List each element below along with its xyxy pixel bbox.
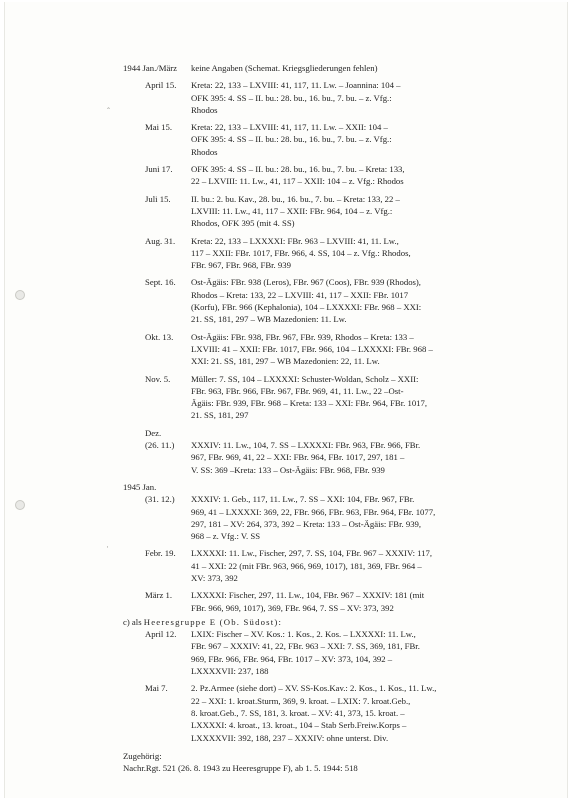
- entry-text: [191, 682, 533, 743]
- entry-line: FBr. 967 – XXXIV: 41, 22, FBr. 963 – XXI: 7. SS, 369, 181, FBr.: [191, 641, 420, 652]
- entry-line: Rhodos – Kreta: 133, 22 – LXVIII: 41, 117 – XXII: FBr. 1017: [191, 289, 409, 300]
- entry-line: FBr. 963, FBr. 966, FBr. 967, FBr. 969, 41, 11. Lw., 22 –Ost-: [191, 385, 404, 396]
- entry-date: März 1.: [145, 590, 173, 601]
- entry-line: XXXIV: 1. Geb., 117, 11. Lw., 7. SS – XXI: 104, FBr. 967, FBr.: [191, 494, 415, 505]
- entry-line: Kreta: 22, 133 – LXXXXI: FBr. 963 – LXVIII: 41, 11. Lw.,: [191, 235, 399, 246]
- entry-line: 22 – XXI: 1. kroat.Sturm, 369, 9. kroat. – LXIX: 7. kroat.Geb.,: [191, 695, 411, 706]
- entry-line: LXVIII: 11. Lw., 41, 117 – XXII: FBr. 964, 104 – z. Vfg.:: [191, 205, 393, 216]
- section-heading-spaced: Heeresgruppe E (Ob. Südost): [143, 616, 279, 627]
- chronology-entry: [123, 235, 533, 272]
- entry-date: April 15.: [145, 80, 177, 91]
- entries-block-1: [123, 62, 533, 614]
- entry-line: 22 – LXVIII: 11. Lw., 41, 117 – XXII: 104 – z. Vfg.: Rhodos: [191, 176, 404, 187]
- entry-text: [191, 79, 533, 116]
- entry-text: [191, 427, 533, 439]
- entry-text: [191, 62, 533, 74]
- entry-text: [191, 589, 533, 614]
- entry-line: Ägäis: FBr. 939, FBr. 968 – Kreta: 133 – XXI: FBr. 964, FBr. 1017,: [191, 398, 428, 409]
- entry-line: Kreta: 22, 133 – LXVIII: 41, 117, 11. Lw. – Joannina: 104 –: [191, 80, 401, 91]
- chronology-entry: [123, 589, 533, 614]
- chronology-entry: [123, 373, 533, 422]
- entry-date: Sept. 16.: [145, 277, 176, 288]
- chronology-entry: [123, 276, 533, 325]
- chronology-entry: [123, 62, 533, 74]
- entry-line: 968 – z. Vfg.: V. SS: [191, 531, 261, 542]
- document-body: [123, 62, 533, 774]
- entry-text: [191, 235, 533, 272]
- chronology-entry: [123, 331, 533, 368]
- entry-date: Nov. 5.: [145, 373, 171, 384]
- entry-line: 2. Pz.Armee (siehe dort) – XV. SS-Kos.Kav.: 2. Kos., 1. Kos., 11. Lw.,: [191, 683, 437, 694]
- entry-line: 969, FBr. 966, FBr. 964, FBr. 1017 – XV: 373, 104, 392 –: [191, 653, 393, 664]
- entry-line: 969, 41 – LXXXXI: 369, 22, FBr. 966, FBr. 963, FBr. 964, FBr. 1077,: [191, 506, 436, 517]
- entry-line: V. SS: 369 –Kreta: 133 – Ost-Ägäis: FBr. 968, FBr. 939: [191, 464, 385, 475]
- footer-text: Nachr.Rgt. 521 (26. 8. 1943 zu Heeresgruppe F), ab 1. 5. 1944: 518: [123, 763, 358, 774]
- entry-date: Aug. 31.: [145, 235, 176, 246]
- entry-date: Juni 17.: [145, 164, 173, 175]
- entry-line: 967, FBr. 969, 41, 22 – XXI: FBr. 964, FBr. 1017, 297, 181 –: [191, 452, 405, 463]
- entry-date: April 12.: [145, 629, 177, 640]
- margin-mark: ·: [106, 542, 109, 552]
- entry-line: LXIX: Fischer – XV. Kos.: 1. Kos., 2. Kos. – LXXXXI: 11. Lw.,: [191, 629, 416, 640]
- entry-text: [191, 547, 533, 584]
- chronology-entry: [123, 481, 533, 493]
- entry-line: 21. SS, 181, 297: [191, 410, 249, 421]
- entry-line: LXXXXVII: 237, 188: [191, 666, 269, 677]
- entry-line: Rhodos, OFK 395 (mit 4. SS): [191, 218, 295, 229]
- chronology-entry: [123, 163, 533, 188]
- entry-line: Rhodos: [191, 146, 218, 157]
- entry-date: Febr. 19.: [145, 548, 176, 559]
- entry-line: 41 – XXI: 22 (mit FBr. 963, 966, 969, 1017), 181, 369, FBr. 964 –: [191, 560, 422, 571]
- margin-mark: ˆ: [107, 106, 110, 116]
- entry-line: XXXIV: 11. Lw., 104, 7. SS – LXXXXI: FBr. 963, FBr. 966, FBr.: [191, 440, 421, 451]
- chronology-entry: [123, 682, 533, 743]
- document-page: [4, 2, 568, 798]
- entry-line: XV: 373, 392: [191, 572, 238, 583]
- entry-text: [191, 493, 533, 542]
- entry-line: Ost-Ägäis: FBr. 938, FBr. 967, FBr. 939, Rhodos – Kreta: 133 –: [191, 331, 414, 342]
- entries-block-2: [123, 628, 533, 744]
- entry-line: FBr. 967, FBr. 968, FBr. 939: [191, 260, 291, 271]
- entry-date: Dez.: [145, 427, 162, 438]
- entry-line: 117 – XXII: FBr. 1017, FBr. 966, 4. SS, 104 – z. Vfg.: Rhodos,: [191, 247, 411, 258]
- entry-line: keine Angaben (Schemat. Kriegsgliederungen fehlen): [191, 63, 378, 73]
- chronology-entry: [123, 547, 533, 584]
- entry-text: [191, 439, 533, 476]
- entry-line: Rhodos: [191, 104, 218, 115]
- chronology-entry: [123, 193, 533, 230]
- entry-text: [191, 121, 533, 158]
- entry-line: Kreta: 22, 133 – LXVIII: 41, 117, 11. Lw. – XXII: 104 –: [191, 122, 388, 133]
- entry-line: [191, 427, 533, 439]
- entry-text: [191, 163, 533, 188]
- entry-line: 21. SS, 181, 297 – WB Mazedonien: 11. Lw.: [191, 314, 347, 325]
- entry-text: [191, 193, 533, 230]
- section-heading: [123, 616, 533, 628]
- entry-date: (31. 12.): [145, 494, 175, 505]
- entry-line: LXXXXI: 4. kroat., 13. kroat., 104 – Stab Serb.Freiw.Korps –: [191, 720, 407, 731]
- entry-line: LXVIII: 41 – XXII: FBr. 1017, FBr. 966, 104 – LXXXXI: FBr. 968 –: [191, 343, 433, 354]
- entry-line: [191, 481, 533, 493]
- entry-line: LXXXXI: Fischer, 297, 11. Lw., 104, FBr. 967 – XXXIV: 181 (mit: [191, 590, 425, 601]
- entry-date: Mai 7.: [145, 683, 168, 694]
- entry-line: OFK 395: 4. SS – II. bu.: 28. bu., 16. bu., 7. bu. – Kreta: 133,: [191, 164, 405, 175]
- entry-date: Juli 15.: [145, 193, 171, 204]
- entry-line: LXXXXVII: 392, 188, 237 – XXXIV: ohne unterst. Div.: [191, 732, 389, 743]
- entry-line: OFK 395: 4. SS – II. bu.: 28. bu., 16. bu., 7. bu. – z. Vfg.:: [191, 134, 392, 145]
- chronology-entry: [123, 493, 533, 542]
- entry-text: [191, 628, 533, 677]
- entry-date: Okt. 13.: [145, 331, 174, 342]
- entry-line: FBr. 966, 969, 1017), 369, FBr. 964, 7. SS – XV: 373, 392: [191, 602, 394, 613]
- entry-line: LXXXXI: 11. Lw., Fischer, 297, 7. SS, 104, FBr. 967 – XXXIV: 117,: [191, 548, 433, 559]
- chronology-entry: [123, 628, 533, 677]
- section-heading-prefix: c) als: [123, 616, 142, 627]
- entry-line: (Korfu), FBr. 966 (Kephalonia), 104 – LXXXXI: FBr. 968 – XXI:: [191, 302, 422, 313]
- entry-line: XXI: 21. SS, 181, 297 – WB Mazedonien: 22, 11. Lw.: [191, 356, 380, 367]
- chronology-entry: [123, 79, 533, 116]
- entry-line: 297, 181 – XV: 264, 373, 392 – Kreta: 133 – Ost-Ägäis: FBr. 939,: [191, 518, 422, 529]
- entry-date: (26. 11.): [145, 440, 175, 451]
- entry-text: [191, 276, 533, 325]
- entry-text: [191, 373, 533, 422]
- entry-line: II. bu.: 2. bu. Kav., 28. bu., 16. bu., 7. bu. – Kreta: 133, 22 –: [191, 193, 400, 204]
- entry-line: 8. kroat.Geb., 7. SS, 181, 3. kroat. – XV: 41, 373, 15. kroat. –: [191, 707, 405, 718]
- entry-date: Mai 15.: [145, 122, 173, 133]
- entry-date: 1945 Jan.: [123, 481, 157, 492]
- entry-line: Ost-Ägäis: FBr. 938 (Leros), FBr. 967 (Coos), FBr. 939 (Rhodos),: [191, 277, 421, 288]
- chronology-entry: [123, 121, 533, 158]
- chronology-entry: [123, 427, 533, 439]
- section-heading-suffix: :: [278, 616, 281, 627]
- entry-text: [191, 331, 533, 368]
- entry-text: [191, 481, 533, 493]
- entry-line: Müller: 7. SS, 104 – LXXXXI: Schuster-Woldan, Scholz – XXII:: [191, 373, 419, 384]
- footer-label: Zugehörig:: [123, 750, 162, 761]
- entry-line: OFK 395: 4. SS – II. bu.: 28. bu., 16. bu., 7. bu. – z. Vfg.:: [191, 92, 392, 103]
- punch-hole-top: [15, 290, 25, 300]
- entry-date: 1944 Jan./März: [123, 63, 178, 73]
- chronology-entry: [123, 439, 533, 476]
- punch-hole-bottom: [15, 500, 25, 510]
